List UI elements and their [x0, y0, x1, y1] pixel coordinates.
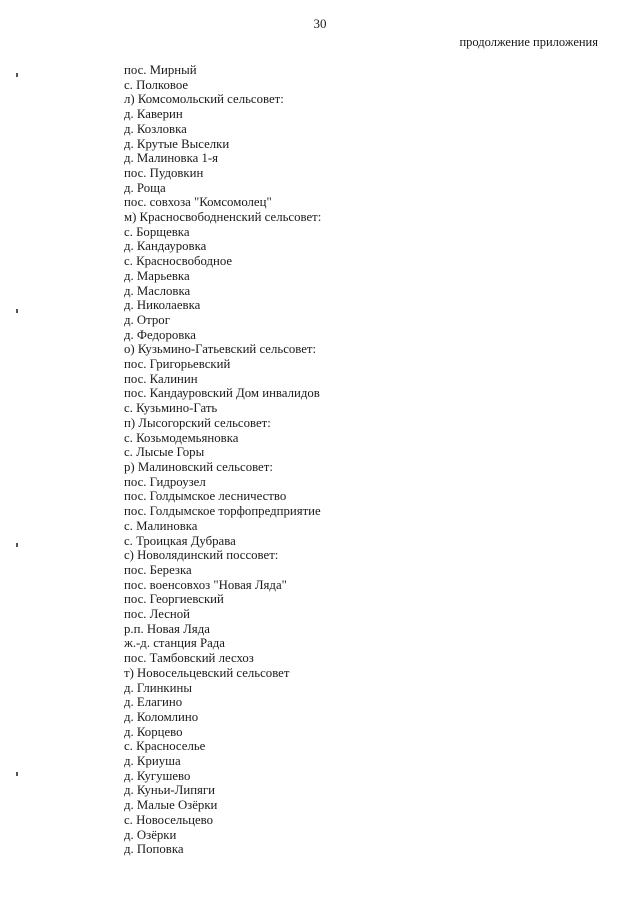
list-item: л) Комсомольский сельсовет:	[124, 92, 284, 107]
list-item: пос. Кандауровский Дом инвалидов	[124, 386, 320, 401]
list-item: пос. Мирный	[124, 63, 197, 77]
list-item: д. Глинкины	[124, 680, 192, 695]
settlement-list	[124, 63, 321, 857]
list-item: д. Корцево	[124, 724, 183, 739]
list-item: т) Новосельцевский сельсовет	[124, 665, 290, 680]
list-item: д. Кандауровка	[124, 239, 207, 254]
scan-margin-mark	[16, 309, 18, 313]
list-item: п) Лысогорский сельсовет:	[124, 415, 271, 430]
list-item: д. Козловка	[124, 121, 187, 136]
list-item: пос. Березка	[124, 562, 192, 577]
list-item: пос. Голдымское лесничество	[124, 489, 287, 504]
list-item: с. Новосельцево	[124, 812, 214, 827]
scan-margin-mark	[16, 543, 18, 547]
list-item: пос. Тамбовский лесхоз	[124, 651, 254, 666]
list-item: р) Малиновский сельсовет:	[124, 459, 273, 474]
list-item: д. Роща	[124, 180, 166, 195]
list-item: с. Красноселье	[124, 739, 206, 754]
list-item: пос. Калинин	[124, 371, 198, 386]
list-item: пос. Гидроузел	[124, 474, 206, 489]
list-item: пос. совхоза "Комсомолец"	[124, 195, 272, 210]
list-item: пос. Лесной	[124, 607, 191, 622]
list-item: с. Троицкая Дубрава	[124, 533, 236, 548]
list-item: с) Новолядинский поссовет:	[124, 548, 279, 563]
list-item: д. Малиновка 1-я	[124, 151, 219, 166]
list-item: пос. Пудовкин	[124, 165, 204, 180]
list-item: с. Малиновка	[124, 518, 198, 533]
list-item: о) Кузьмино-Гатьевский сельсовет:	[124, 342, 317, 357]
list-item: пос. Голдымское торфопредприятие	[124, 504, 321, 519]
list-item: д. Кугушево	[124, 768, 191, 783]
list-item: пос. военсовхоз "Новая Ляда"	[124, 577, 287, 592]
list-item: д. Поповка	[124, 842, 184, 857]
list-item: д. Отрог	[124, 312, 170, 327]
list-item: д. Малые Озёрки	[124, 798, 218, 813]
list-item: д. Озёрки	[124, 827, 177, 842]
list-item: пос. Георгиевский	[124, 592, 224, 607]
list-item: ж.-д. станция Рада	[124, 636, 225, 651]
list-item: м) Красносвободненский сельсовет:	[124, 210, 322, 225]
list-item: с. Лысые Горы	[124, 445, 205, 460]
list-item: д. Коломлино	[124, 709, 199, 724]
page-number: 30	[313, 16, 327, 31]
list-item: с. Козьмодемьяновка	[124, 430, 239, 445]
list-item: д. Николаевка	[124, 298, 201, 313]
list-item: с. Борщевка	[124, 224, 190, 239]
list-item: д. Марьевка	[124, 268, 190, 283]
list-item: д. Каверин	[124, 107, 183, 122]
scan-margin-mark	[16, 772, 18, 776]
scan-margin-mark	[16, 73, 18, 77]
list-item: д. Федоровка	[124, 327, 196, 342]
continuation-note: продолжение приложения	[459, 35, 598, 49]
list-item: д. Криуша	[124, 754, 181, 769]
list-item: д. Куньи-Липяги	[124, 783, 216, 798]
list-item: пос. Григорьевский	[124, 357, 231, 372]
list-item: д. Елагино	[124, 695, 183, 710]
list-item: с. Кузьмино-Гать	[124, 401, 218, 416]
list-item: д. Крутые Выселки	[124, 136, 230, 151]
list-item: д. Масловка	[124, 283, 191, 298]
list-item: с. Красносвободное	[124, 254, 233, 269]
list-item: с. Полковое	[124, 77, 189, 92]
list-item: р.п. Новая Ляда	[124, 621, 210, 636]
